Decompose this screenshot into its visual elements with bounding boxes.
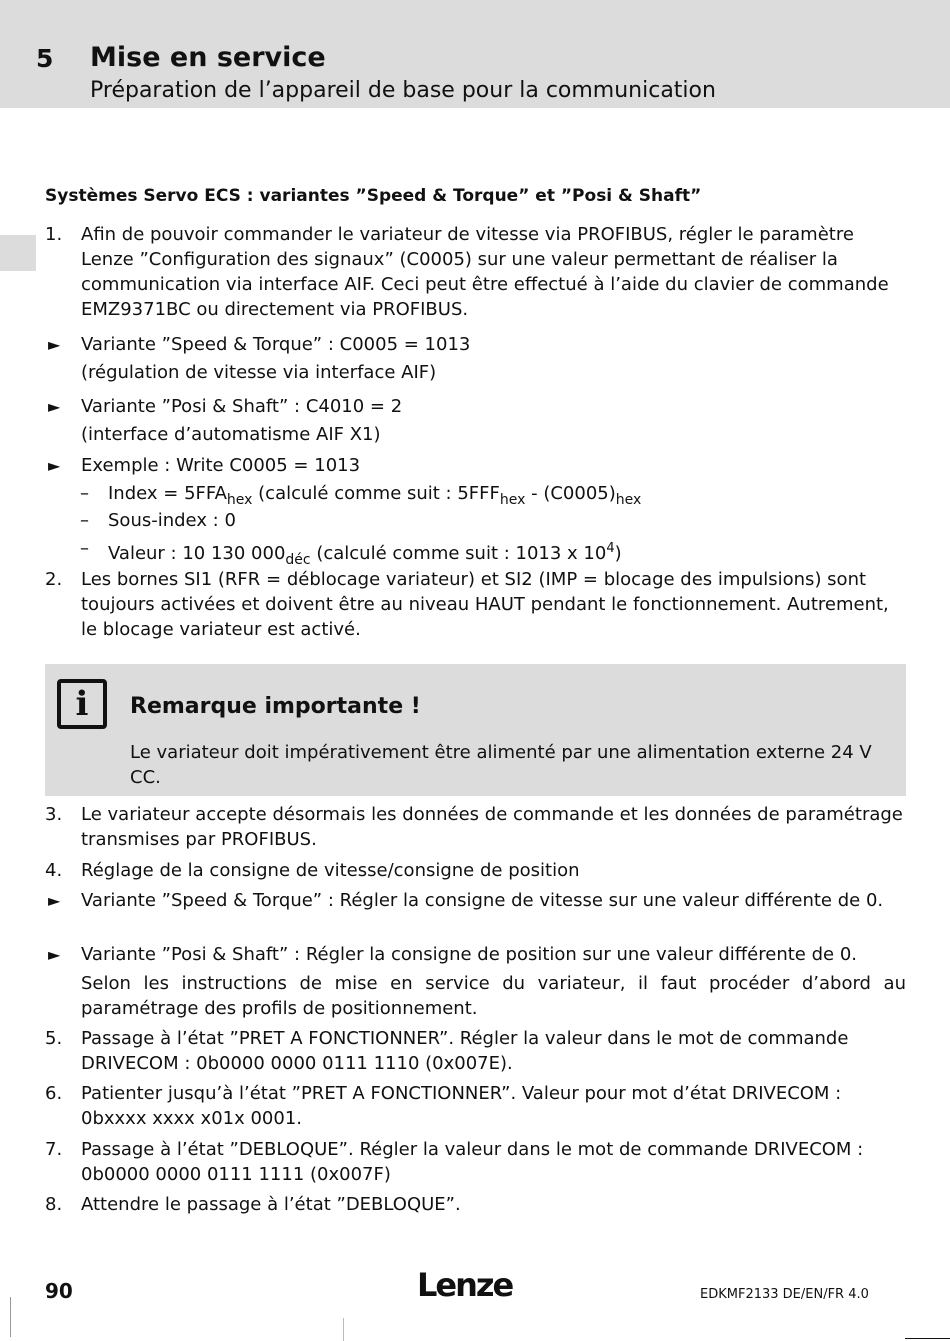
step-text: Le variateur accepte désormais les données de commande et les données de paramétrage transmises par PROFIBUS.	[81, 804, 903, 850]
step-text: Réglage de la consigne de vitesse/consigne de position	[81, 860, 580, 881]
arrow-bullet-icon: ►	[48, 891, 61, 910]
arrow-bullet-icon: ►	[48, 456, 61, 475]
chapter-subtitle: Préparation de l’appareil de base pour la communication	[90, 78, 716, 103]
info-icon: i	[57, 679, 107, 729]
chapter-header	[0, 0, 950, 108]
bullet-text: Variante ”Speed & Torque” : Régler la consigne de vitesse sur une valeur différente de 0.	[81, 890, 884, 911]
bullet-line: (régulation de vitesse via interface AIF)	[81, 362, 437, 383]
step-text: Attendre le passage à l’état ”DEBLOQUE”.	[81, 1194, 461, 1215]
crop-mark	[343, 1318, 344, 1341]
document-reference: EDKMF2133 DE/EN/FR 4.0	[700, 1287, 869, 1302]
bullet-line: Variante ”Speed & Torque” : C0005 = 1013	[81, 334, 471, 355]
step-text: Passage à l’état ”DEBLOQUE”. Régler la valeur dans le mot de commande DRIVECOM : 0b0000 0000 0111 1111 (0x007F)	[81, 1139, 864, 1185]
index-subscript-3: hex	[615, 492, 642, 508]
value-suffix: )	[614, 543, 622, 564]
bullet-text: Variante ”Posi & Shaft” : Régler la consigne de position sur une valeur différente de 0.	[81, 944, 857, 965]
note-title: Remarque importante !	[130, 694, 421, 719]
step-number: 8.	[45, 1194, 63, 1215]
index-subscript-2: hex	[499, 492, 526, 508]
dash-bullet: –	[80, 510, 89, 531]
bullet-line: Variante ”Posi & Shaft” : C4010 = 2	[81, 396, 403, 417]
index-middle: (calculé comme suit : 5FFF	[252, 483, 500, 504]
crop-mark	[905, 1338, 950, 1339]
side-tab-marker	[0, 235, 36, 271]
subindex-line: Sous-index : 0	[108, 510, 236, 531]
step-number: 3.	[45, 804, 63, 825]
value-subscript: déc	[285, 552, 311, 568]
step-number: 5.	[45, 1028, 63, 1049]
index-subscript: hex	[226, 492, 253, 508]
chapter-number: 5	[36, 44, 54, 73]
lenze-logo: Lenze	[417, 1266, 513, 1304]
step-number: 7.	[45, 1139, 63, 1160]
value-superscript: 4	[606, 541, 615, 556]
step-text: Passage à l’état ”PRET A FONCTIONNER”. Régler la valeur dans le mot de commande DRIVECOM : 0b0000 0000 0111 1110 (0x007E).	[81, 1028, 849, 1074]
step-number: 4.	[45, 860, 63, 881]
crop-mark	[10, 1297, 11, 1337]
arrow-bullet-icon: ►	[48, 397, 61, 416]
section-title: Systèmes Servo ECS : variantes ”Speed & Torque” et ”Posi & Shaft”	[45, 186, 702, 206]
value-middle: (calculé comme suit : 1013 x 10	[310, 543, 607, 564]
step-number: 6.	[45, 1083, 63, 1104]
step-text: Afin de pouvoir commander le variateur de vitesse via PROFIBUS, régler le paramètre Lenze ”Configuration des signaux” (C0005) sur une valeur permettant de réaliser la communication via interface AIF. Ceci peut être effectué à l’aide du clavier de commande EMZ9371BC ou directement via PROFIBUS.	[81, 224, 889, 320]
step-number: 1.	[45, 224, 63, 245]
value-prefix: Valeur : 10 130 000	[108, 543, 286, 564]
step-number: 2.	[45, 569, 63, 590]
index-middle-2: - (C0005)	[525, 483, 616, 504]
note-text: Le variateur doit impérativement être alimenté par une alimentation externe 24 V CC.	[130, 742, 872, 788]
arrow-bullet-icon: ►	[48, 945, 61, 964]
index-prefix: Index = 5FFA	[108, 483, 227, 504]
page-number: 90	[45, 1279, 73, 1303]
chapter-title: Mise en service	[90, 42, 326, 73]
step-text: Patienter jusqu’à l’état ”PRET A FONCTIONNER”. Valeur pour mot d’état DRIVECOM : 0bxxxx xxxx x01x 0001.	[81, 1083, 842, 1129]
dash-bullet: –	[80, 538, 89, 559]
bullet-text-continued: Selon les instructions de mise en service du variateur, il faut procéder d’abord au paramétrage des profils de positionnement.	[81, 973, 906, 1019]
bullet-line: Exemple : Write C0005 = 1013	[81, 455, 361, 476]
dash-bullet: –	[80, 483, 89, 504]
arrow-bullet-icon: ►	[48, 335, 61, 354]
step-text: Les bornes SI1 (RFR = déblocage variateur) et SI2 (IMP = blocage des impulsions) sont toujours activées et doivent être au niveau HAUT pendant le fonctionnement. Autrement, le blocage variateur est activé.	[81, 569, 889, 640]
bullet-line: (interface d’automatisme AIF X1)	[81, 424, 381, 445]
